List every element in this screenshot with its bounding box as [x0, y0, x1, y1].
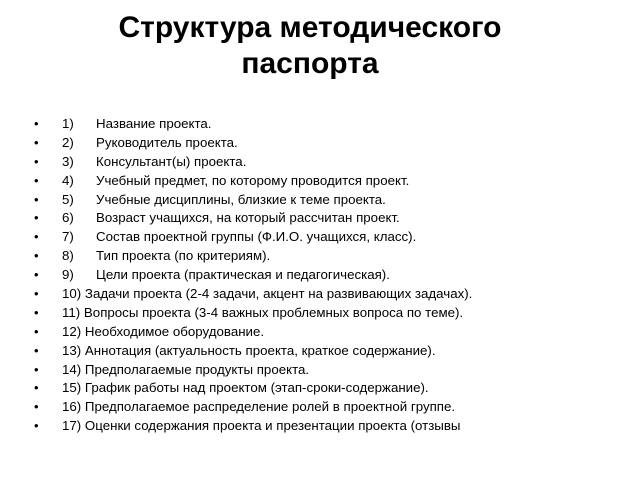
item-text: 14) Предполагаемые продукты проекта.	[62, 361, 310, 377]
item-number: 7)	[62, 229, 74, 245]
bullet-icon: •	[34, 342, 39, 358]
item-number: 4)	[62, 172, 74, 188]
bullet-icon: •	[34, 153, 39, 169]
slide-title-line-2: паспорта	[241, 47, 379, 80]
item-text: Консультант(ы) проекта.	[96, 153, 247, 169]
item-text: Название проекта.	[96, 116, 212, 131]
bullet-icon: •	[34, 418, 39, 434]
bullet-icon: •	[34, 304, 39, 320]
item-number: 9)	[62, 267, 74, 283]
item-number: 2)	[62, 134, 74, 150]
item-text: 16) Предполагаемое распределение ролей в проектной группе.	[62, 399, 456, 415]
bullet-icon: •	[34, 248, 39, 264]
item-number: 5)	[62, 191, 74, 207]
item-number: 8)	[62, 248, 74, 264]
item-text: 13) Аннотация (актуальность проекта, краткое содержание).	[62, 342, 436, 358]
item-text: Учебные дисциплины, близкие к теме проекта.	[96, 191, 386, 207]
bullet-icon: •	[34, 210, 39, 226]
item-number: 3)	[62, 153, 74, 169]
bullet-icon: •	[34, 286, 39, 302]
bullet-icon: •	[34, 380, 39, 396]
bullet-icon: •	[34, 172, 39, 188]
bullet-icon: •	[34, 116, 39, 131]
item-text: Тип проекта (по критериям).	[96, 248, 271, 264]
bullet-icon: •	[34, 134, 39, 150]
item-text: 10) Задачи проекта (2-4 задачи, акцент на развивающих задачах).	[62, 286, 473, 302]
item-number: 1)	[62, 116, 74, 131]
slide-title-line-1: Структура методического	[118, 11, 502, 44]
bullet-icon: •	[34, 399, 39, 415]
item-text: Возраст учащихся, на который рассчитан проект.	[96, 210, 400, 226]
item-number: 6)	[62, 210, 74, 226]
slide-title	[0, 10, 620, 82]
bullet-icon: •	[34, 229, 39, 245]
item-text: Учебный предмет, по которому проводится проект.	[96, 172, 410, 188]
item-text: 17) Оценки содержания проекта и презентации проекта (отзывы	[62, 418, 461, 434]
bullet-icon: •	[34, 191, 39, 207]
bullet-icon: •	[34, 361, 39, 377]
item-text: 11) Вопросы проекта (3-4 важных проблемных вопроса по теме).	[62, 304, 464, 320]
item-text: 12) Необходимое оборудование.	[62, 323, 265, 339]
bullet-icon: •	[34, 267, 39, 283]
item-text: 15) График работы над проектом (этап-сроки-содержание).	[62, 380, 429, 396]
item-text: Цели проекта (практическая и педагогическая).	[96, 267, 390, 283]
item-text: Руководитель проекта.	[96, 134, 238, 150]
item-text: Состав проектной группы (Ф.И.О. учащихся, класс).	[96, 229, 417, 245]
bullet-icon: •	[34, 323, 39, 339]
